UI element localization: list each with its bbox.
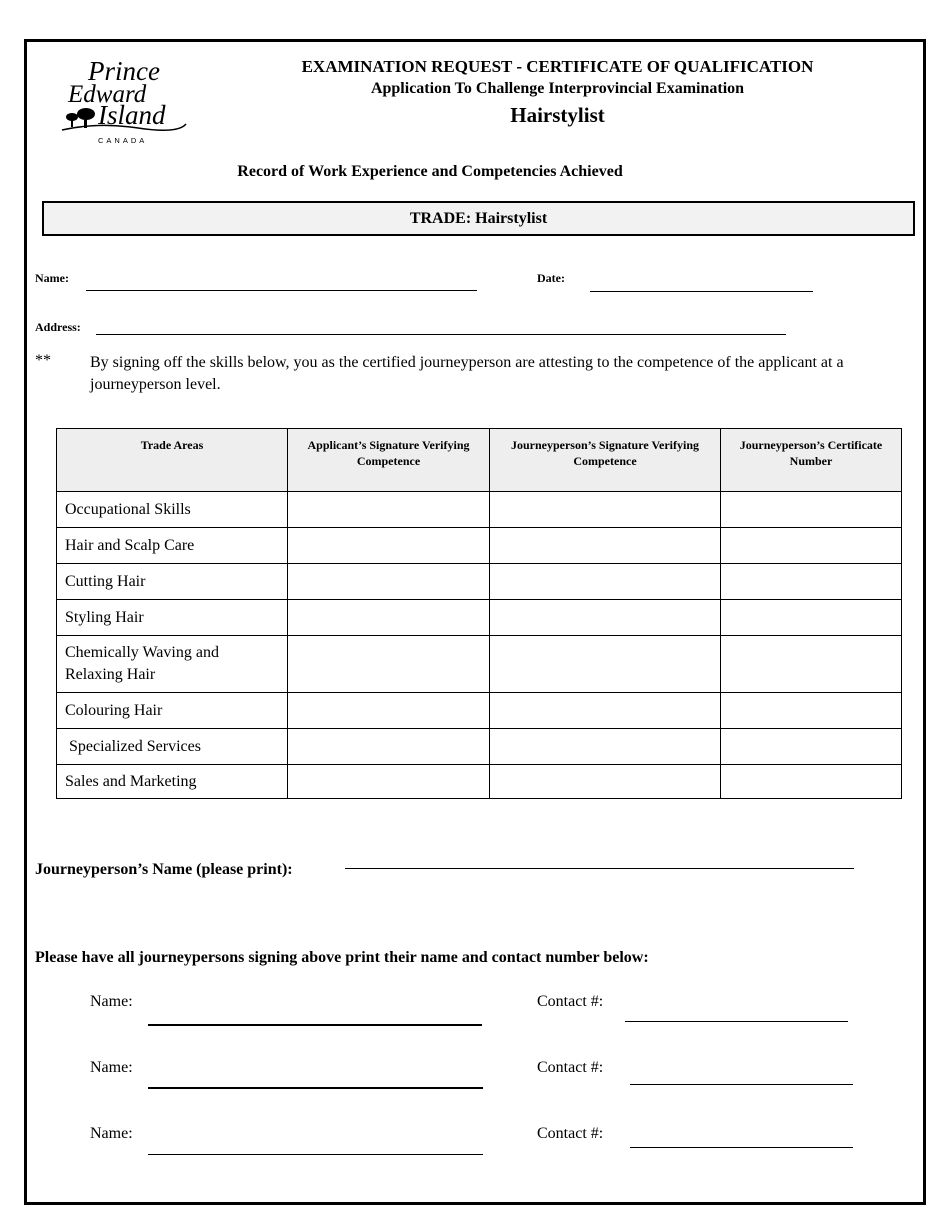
contact-name-label: Name: bbox=[90, 1059, 133, 1076]
contact-name-field[interactable] bbox=[148, 1154, 483, 1155]
journeyperson-signature-cell[interactable] bbox=[490, 492, 721, 528]
header-trade-areas: Trade Areas bbox=[57, 429, 288, 492]
certificate-number-cell[interactable] bbox=[721, 636, 902, 693]
header-applicant-signature: Applicant’s Signature Verifying Competence bbox=[288, 429, 490, 492]
contact-instruction: Please have all journeypersons signing above print their name and contact number below: bbox=[35, 949, 649, 966]
pei-logo-image bbox=[58, 54, 193, 146]
journeyperson-signature-cell[interactable] bbox=[490, 564, 721, 600]
applicant-signature-cell[interactable] bbox=[288, 729, 490, 765]
table-row bbox=[57, 564, 902, 600]
form-subtitle: Application To Challenge Interprovincial Examination bbox=[370, 80, 745, 97]
contact-number-field[interactable] bbox=[630, 1084, 853, 1085]
certificate-number-cell[interactable] bbox=[721, 564, 902, 600]
applicant-signature-cell[interactable] bbox=[288, 564, 490, 600]
journeyperson-signature-cell[interactable] bbox=[490, 528, 721, 564]
certificate-number-cell[interactable] bbox=[721, 729, 902, 765]
logo-country: CANADA bbox=[98, 136, 148, 145]
address-label: Address: bbox=[35, 320, 81, 334]
applicant-signature-cell[interactable] bbox=[288, 600, 490, 636]
table-row bbox=[57, 600, 902, 636]
trade-area-cell: Specialized Services bbox=[57, 729, 288, 765]
contact-number-label: Contact #: bbox=[537, 993, 604, 1010]
applicant-signature-cell[interactable] bbox=[288, 492, 490, 528]
contact-number-field[interactable] bbox=[630, 1147, 853, 1148]
certificate-number-cell[interactable] bbox=[721, 600, 902, 636]
logo-line2: Edward bbox=[68, 81, 147, 108]
form-title: EXAMINATION REQUEST - CERTIFICATE OF QUALIFICATION bbox=[301, 57, 814, 76]
table-row bbox=[57, 765, 902, 799]
applicant-signature-cell[interactable] bbox=[288, 693, 490, 729]
table-row bbox=[57, 729, 902, 765]
contact-name-label: Name: bbox=[90, 993, 133, 1010]
table-header-row bbox=[57, 429, 902, 492]
trade-area-cell: Chemically Waving and Relaxing Hair bbox=[57, 636, 288, 693]
contact-name-field[interactable] bbox=[148, 1024, 482, 1026]
journeyperson-signature-cell[interactable] bbox=[490, 636, 721, 693]
certificate-number-cell[interactable] bbox=[721, 693, 902, 729]
journeyperson-name-field[interactable] bbox=[345, 868, 854, 869]
trade-area-cell: Colouring Hair bbox=[57, 693, 288, 729]
contact-number-label: Contact #: bbox=[537, 1125, 604, 1142]
applicant-signature-cell[interactable] bbox=[288, 528, 490, 564]
trade-area-cell: Hair and Scalp Care bbox=[57, 528, 288, 564]
contact-number-label: Contact #: bbox=[537, 1059, 604, 1076]
pei-logo bbox=[58, 54, 193, 146]
header-certificate-number: Journeyperson’s Certificate Number bbox=[721, 429, 902, 492]
trade-area-cell: Cutting Hair bbox=[57, 564, 288, 600]
certificate-number-cell[interactable] bbox=[721, 765, 902, 799]
table-row bbox=[57, 492, 902, 528]
journeyperson-signature-cell[interactable] bbox=[490, 765, 721, 799]
name-label: Name: bbox=[35, 271, 69, 285]
contact-name-field[interactable] bbox=[148, 1087, 483, 1089]
journeyperson-name-label: Journeyperson’s Name (please print): bbox=[35, 861, 293, 878]
trade-banner: TRADE: Hairstylist bbox=[42, 201, 915, 236]
applicant-signature-cell[interactable] bbox=[288, 765, 490, 799]
record-title: Record of Work Experience and Competencies Achieved bbox=[237, 163, 623, 180]
logo-line3: Island bbox=[98, 100, 166, 130]
address-field[interactable] bbox=[96, 334, 786, 335]
note-mark: ** bbox=[35, 352, 51, 369]
table-row bbox=[57, 528, 902, 564]
date-field[interactable] bbox=[590, 291, 813, 292]
contact-name-label: Name: bbox=[90, 1125, 133, 1142]
contact-number-field[interactable] bbox=[625, 1021, 848, 1022]
certificate-number-cell[interactable] bbox=[721, 528, 902, 564]
journeyperson-signature-cell[interactable] bbox=[490, 693, 721, 729]
attestation-note: By signing off the skills below, you as the certified journeyperson are attesting to the competence of the applicant at a journeyperson level. bbox=[90, 354, 844, 393]
logo-line1: Prince bbox=[88, 56, 160, 86]
header-journeyperson-signature: Journeyperson’s Signature Verifying Competence bbox=[490, 429, 721, 492]
journeyperson-signature-cell[interactable] bbox=[490, 600, 721, 636]
date-label: Date: bbox=[537, 271, 565, 285]
trade-heading: Hairstylist bbox=[510, 103, 605, 127]
certificate-number-cell[interactable] bbox=[721, 492, 902, 528]
table-row bbox=[57, 636, 902, 693]
name-field[interactable] bbox=[86, 290, 477, 291]
trade-area-cell: Sales and Marketing bbox=[57, 765, 288, 799]
competency-table bbox=[56, 428, 902, 799]
journeyperson-signature-cell[interactable] bbox=[490, 729, 721, 765]
trade-area-cell: Occupational Skills bbox=[57, 492, 288, 528]
trade-area-cell: Styling Hair bbox=[57, 600, 288, 636]
applicant-signature-cell[interactable] bbox=[288, 636, 490, 693]
table-row bbox=[57, 693, 902, 729]
